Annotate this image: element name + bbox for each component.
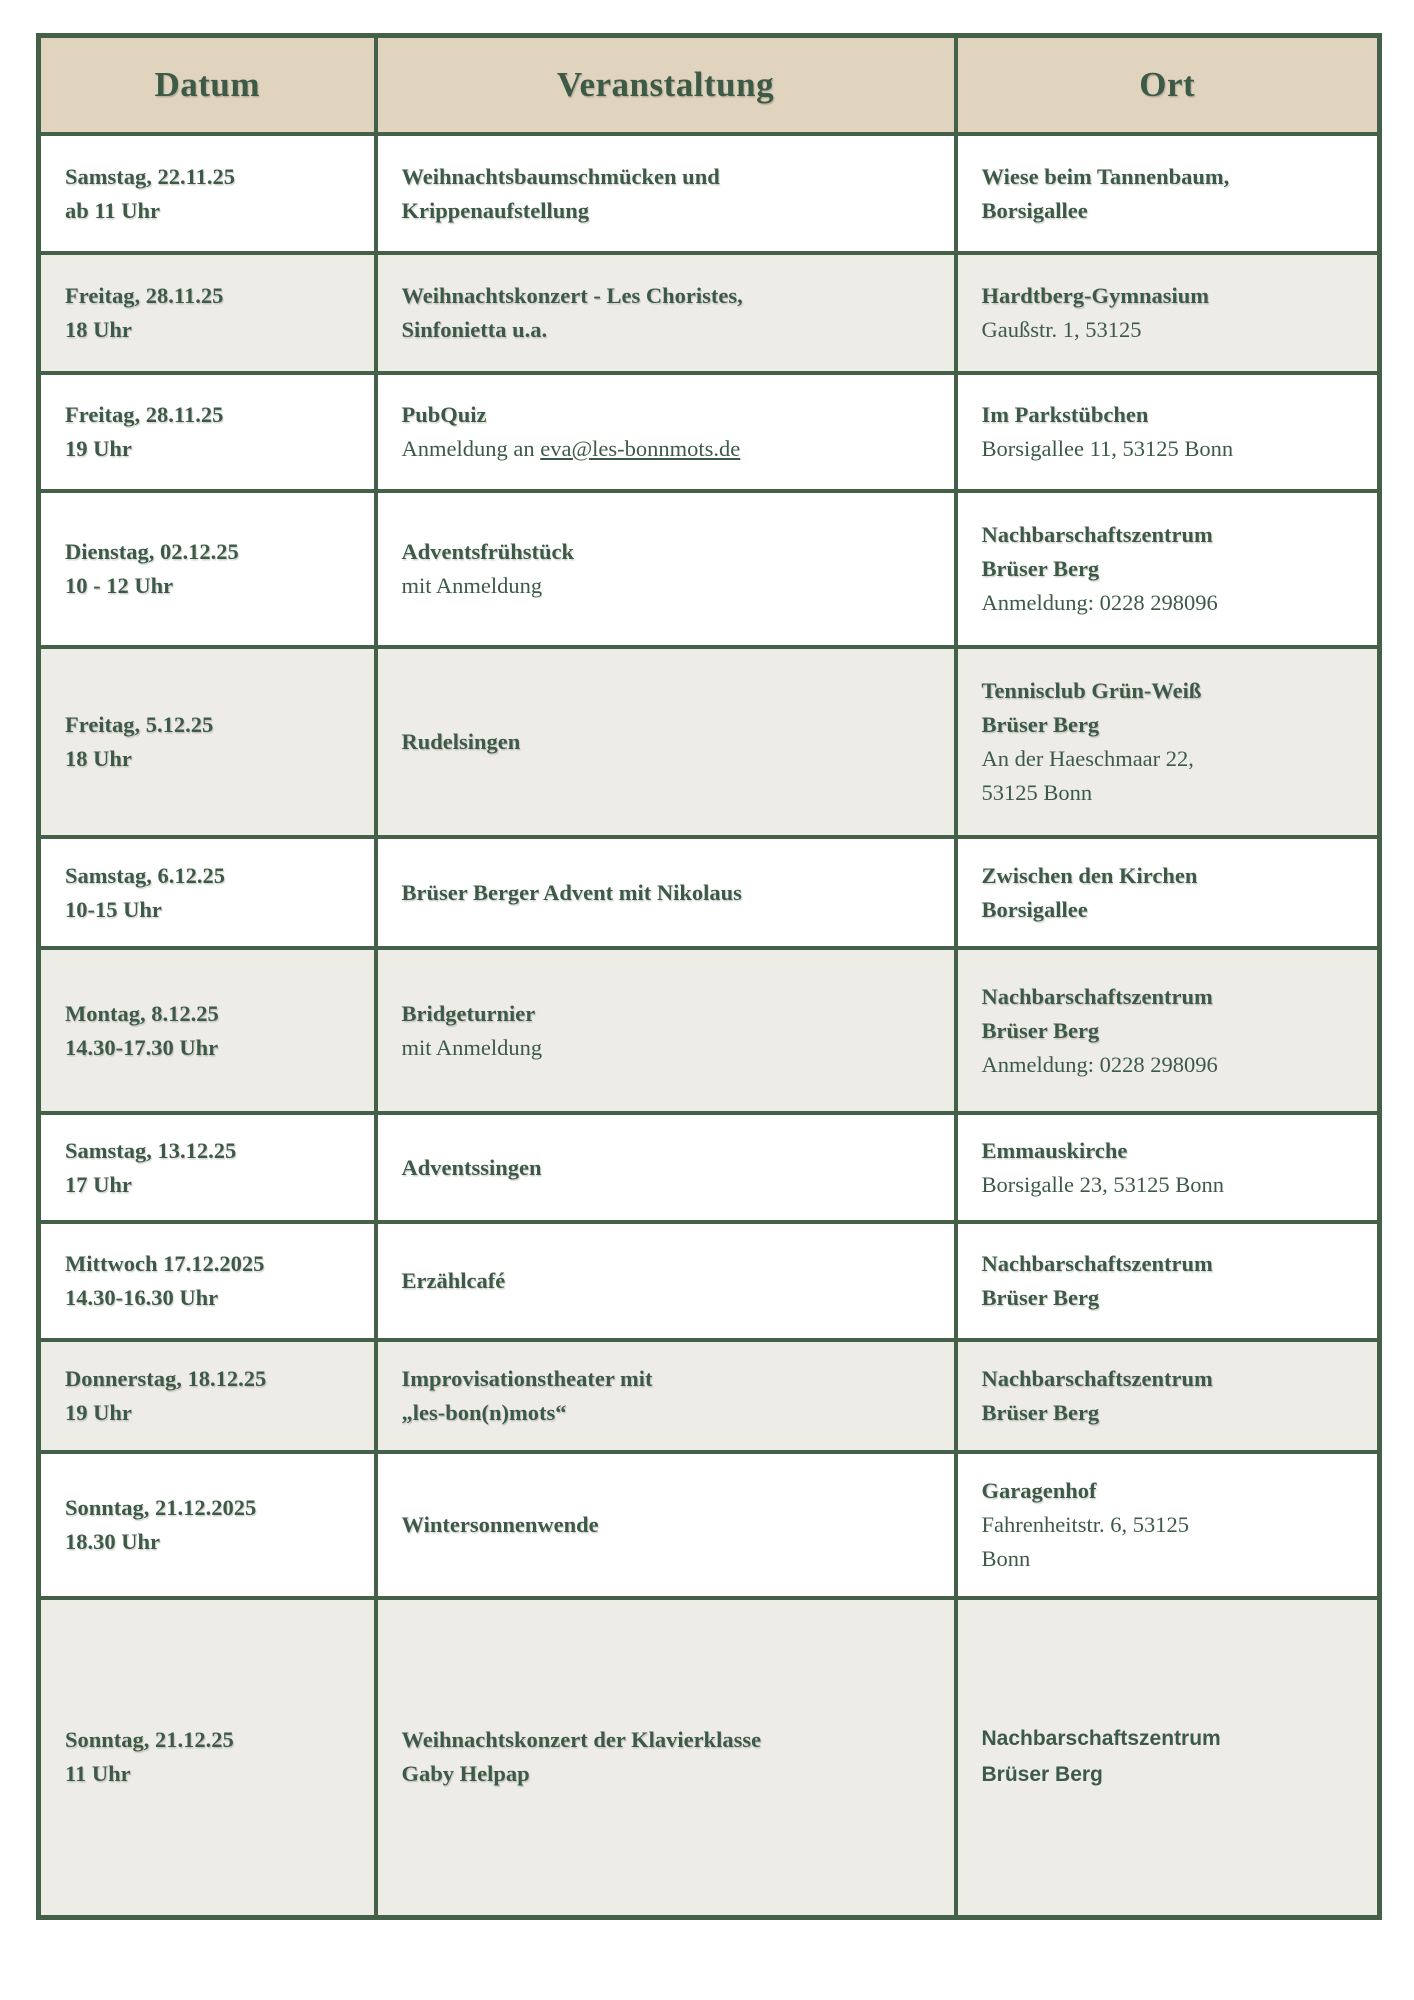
- email-link[interactable]: eva@les-bonnmots.de: [540, 436, 741, 461]
- table-row: [39, 134, 1380, 253]
- ort-cell: [956, 1598, 1380, 1917]
- table-row: [39, 1598, 1380, 1917]
- event-cell: [376, 1452, 956, 1598]
- event-cell: [376, 948, 956, 1113]
- ort-venue-line: Brüser Berg: [981, 556, 1100, 581]
- date-cell: [39, 134, 376, 253]
- date-line: 14.30-16.30 Uhr: [65, 1285, 219, 1310]
- ort-cell: [956, 948, 1380, 1113]
- date-line: 19 Uhr: [65, 1400, 132, 1425]
- event-cell: [376, 134, 956, 253]
- event-cell: [376, 1598, 956, 1917]
- event-cell: [376, 373, 956, 491]
- ort-venue-line: Tennisclub Grün-Weiß: [981, 678, 1202, 703]
- date-line: 10-15 Uhr: [65, 896, 162, 922]
- event-note-line: mit Anmeldung: [401, 573, 543, 598]
- ort-venue-line: Brüser Berg: [981, 1763, 1103, 1787]
- date-line: Sonntag, 21.12.25: [65, 1727, 234, 1753]
- event-title-line: Wintersonnenwende: [401, 1512, 599, 1537]
- event-note-line: [402, 432, 930, 466]
- event-cell: [376, 491, 956, 647]
- date-cell: [39, 253, 376, 373]
- date-cell: [39, 1598, 376, 1917]
- date-cell: [39, 1452, 376, 1598]
- date-line: Donnerstag, 18.12.25: [65, 1366, 267, 1391]
- ort-venue-line: Brüser Berg: [981, 1285, 1100, 1310]
- ort-address-line: An der Haeschmaar 22,: [981, 746, 1194, 771]
- ort-cell: [956, 134, 1380, 253]
- ort-venue-line: Brüser Berg: [981, 1017, 1100, 1043]
- date-line: 17 Uhr: [65, 1171, 132, 1197]
- ort-venue-line: Borsigallee: [981, 197, 1088, 223]
- event-cell: [376, 1222, 956, 1340]
- date-line: 18 Uhr: [65, 317, 132, 342]
- table-row: [39, 948, 1380, 1113]
- table-row: [39, 253, 1380, 373]
- ort-venue-line: Garagenhof: [981, 1478, 1097, 1503]
- ort-address-line: Anmeldung: 0228 298096: [981, 1051, 1218, 1077]
- event-title-line: Krippenaufstellung: [401, 197, 590, 223]
- ort-venue-line: Im Parkstübchen: [981, 402, 1149, 427]
- date-line: Freitag, 28.11.25: [65, 283, 224, 308]
- header-veranstaltung: Veranstaltung: [376, 36, 956, 135]
- table-row: [39, 1340, 1380, 1452]
- ort-venue-line: Nachbarschaftszentrum: [981, 1251, 1213, 1276]
- ort-cell: [956, 253, 1380, 373]
- event-title-line: Improvisationstheater mit: [401, 1366, 653, 1391]
- date-line: Freitag, 5.12.25: [65, 712, 214, 737]
- table-row: [39, 373, 1380, 491]
- event-table: [36, 33, 1382, 1920]
- ort-address-line: Fahrenheitstr. 6, 53125: [981, 1512, 1189, 1537]
- event-title-line: Weihnachtskonzert - Les Choristes,: [401, 283, 743, 308]
- event-cell: [376, 1340, 956, 1452]
- date-line: ab 11 Uhr: [65, 197, 161, 223]
- event-note-line: mit Anmeldung: [401, 1034, 543, 1060]
- ort-cell: [956, 1452, 1380, 1598]
- ort-address-line: Bonn: [981, 1546, 1031, 1571]
- ort-cell: [956, 373, 1380, 491]
- table-row: [39, 647, 1380, 837]
- ort-cell: [956, 647, 1380, 837]
- event-title-line: Adventsfrühstück: [401, 539, 575, 564]
- event-cell: [376, 837, 956, 948]
- ort-address-line: Gaußstr. 1, 53125: [981, 317, 1142, 342]
- event-title-line: Brüser Berger Advent mit Nikolaus: [401, 879, 742, 905]
- date-cell: [39, 1222, 376, 1340]
- event-title-line: PubQuiz: [401, 402, 487, 427]
- event-title-line: Erzählcafé: [401, 1268, 506, 1293]
- ort-cell: [956, 491, 1380, 647]
- ort-venue-line: Brüser Berg: [981, 712, 1100, 737]
- date-line: 11 Uhr: [65, 1761, 131, 1787]
- table-row: [39, 837, 1380, 948]
- event-title-line: Sinfonietta u.a.: [401, 317, 548, 342]
- ort-cell: [956, 1222, 1380, 1340]
- date-line: 19 Uhr: [65, 436, 132, 461]
- ort-address-line: Borsigalle 23, 53125 Bonn: [981, 1171, 1224, 1197]
- date-line: Mittwoch 17.12.2025: [65, 1251, 265, 1276]
- ort-venue-line: Nachbarschaftszentrum: [981, 1727, 1221, 1751]
- date-cell: [39, 491, 376, 647]
- event-cell: [376, 1113, 956, 1222]
- event-title-line: Gaby Helpap: [401, 1761, 530, 1787]
- header-row: [39, 36, 1380, 135]
- ort-address-line: Borsigallee 11, 53125 Bonn: [981, 436, 1234, 461]
- table-row: [39, 1113, 1380, 1222]
- ort-cell: [956, 1340, 1380, 1452]
- date-line: Samstag, 22.11.25: [65, 163, 236, 189]
- date-line: 14.30-17.30 Uhr: [65, 1034, 219, 1060]
- event-title-line: Rudelsingen: [401, 729, 521, 754]
- ort-cell: [956, 837, 1380, 948]
- event-title-line: Weihnachtskonzert der Klavierklasse: [401, 1727, 762, 1753]
- date-cell: [39, 1340, 376, 1452]
- date-line: Freitag, 28.11.25: [65, 402, 224, 427]
- header-datum: Datum: [39, 36, 376, 135]
- date-line: 18.30 Uhr: [65, 1529, 160, 1554]
- ort-venue-line: Hardtberg-Gymnasium: [981, 283, 1209, 308]
- ort-venue-line: Brüser Berg: [981, 1400, 1100, 1425]
- ort-venue-line: Emmauskirche: [981, 1137, 1128, 1163]
- date-line: 18 Uhr: [65, 746, 132, 771]
- table-row: [39, 1452, 1380, 1598]
- event-cell: [376, 647, 956, 837]
- date-line: Samstag, 13.12.25: [65, 1137, 237, 1163]
- date-line: Dienstag, 02.12.25: [65, 539, 239, 564]
- header-ort: Ort: [956, 36, 1380, 135]
- ort-venue-line: Nachbarschaftszentrum: [981, 522, 1213, 547]
- table-row: [39, 1222, 1380, 1340]
- date-cell: [39, 837, 376, 948]
- ort-venue-line: Borsigallee: [981, 896, 1088, 922]
- table-header: [39, 36, 1380, 135]
- event-title-line: Bridgeturnier: [401, 1000, 536, 1026]
- date-cell: [39, 373, 376, 491]
- table-body: [39, 134, 1380, 1917]
- date-line: Samstag, 6.12.25: [65, 862, 226, 888]
- date-line: Montag, 8.12.25: [65, 1000, 219, 1026]
- date-cell: [39, 1113, 376, 1222]
- event-title-line: Adventssingen: [401, 1154, 542, 1180]
- ort-cell: [956, 1113, 1380, 1222]
- ort-venue-line: Zwischen den Kirchen: [981, 862, 1198, 888]
- ort-venue-line: Nachbarschaftszentrum: [981, 1366, 1213, 1391]
- ort-address-line: 53125 Bonn: [981, 780, 1093, 805]
- date-line: 10 - 12 Uhr: [65, 573, 174, 598]
- table-row: [39, 491, 1380, 647]
- date-line: Sonntag, 21.12.2025: [65, 1495, 257, 1520]
- event-note-text: Anmeldung an: [401, 436, 541, 461]
- event-title-line: „les-bon(n)mots“: [401, 1400, 567, 1425]
- ort-address-line: Anmeldung: 0228 298096: [981, 590, 1218, 615]
- event-cell: [376, 253, 956, 373]
- date-cell: [39, 948, 376, 1113]
- date-cell: [39, 647, 376, 837]
- event-title-line: Weihnachtsbaumschmücken und: [401, 163, 720, 189]
- ort-venue-line: Nachbarschaftszentrum: [981, 983, 1213, 1009]
- ort-venue-line: Wiese beim Tannenbaum,: [981, 163, 1230, 189]
